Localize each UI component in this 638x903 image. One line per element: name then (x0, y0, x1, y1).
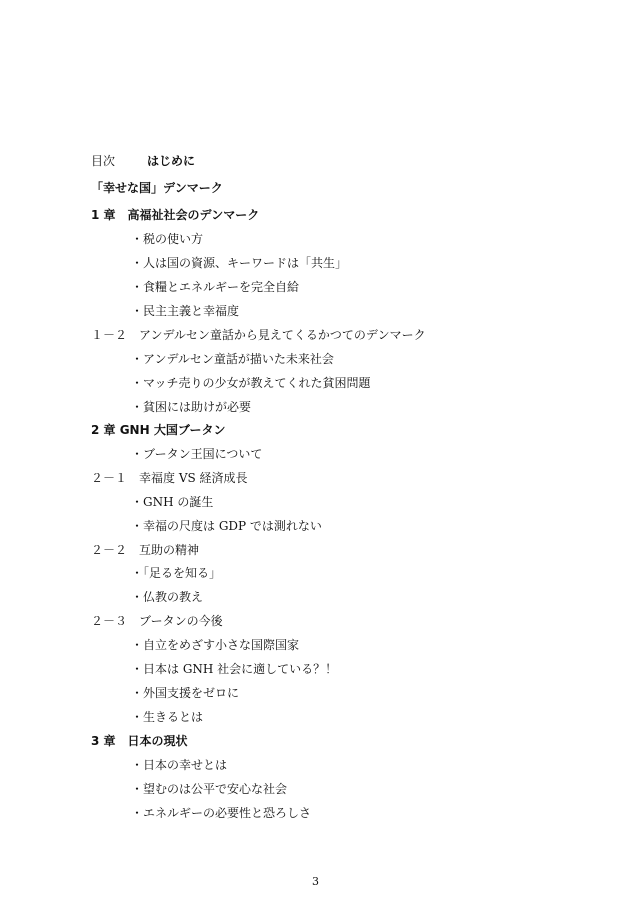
toc-item: ・生きるとは (131, 710, 204, 724)
section-heading: ２－２ 互助の精神 (91, 543, 200, 557)
toc-item: ・「足るを知る」 (131, 566, 222, 580)
toc-item: ・幸福の尺度は GDP では測れない (131, 519, 322, 533)
toc-item: ・エネルギーの必要性と恐ろしさ (131, 806, 312, 820)
toc-item: ・仏教の教え (131, 590, 204, 604)
toc-item: ・貧困には助けが必要 (131, 400, 252, 414)
chapter1-heading: 1 章 高福祉社会のデンマーク (91, 208, 260, 222)
toc-item: ・民主主義と幸福度 (131, 304, 240, 318)
prologue-heading: 「幸せな国」デンマーク (91, 181, 223, 195)
toc-item: ・ブータン王国について (131, 447, 263, 461)
page-number: 3 (312, 875, 319, 888)
toc-item: ・食糧とエネルギーを完全自給 (131, 280, 300, 294)
toc-item: ・GNH の誕生 (131, 495, 214, 509)
intro-heading: はじめに (147, 154, 196, 168)
toc-item: ・アンデルセン童話が描いた未来社会 (131, 352, 334, 366)
toc-item: ・マッチ売りの少女が教えてくれた貧困問題 (131, 376, 371, 390)
toc-label: 目次 (91, 154, 116, 168)
section-heading: ２－３ ブータンの今後 (91, 614, 223, 628)
toc-item: ・税の使い方 (131, 232, 204, 246)
toc-item: ・人は国の資源、キーワードは「共生」 (131, 256, 348, 270)
section-heading: １－２ アンデルセン童話から見えてくるかつてのデンマーク (91, 328, 426, 342)
toc-item: ・外国支援をゼロに (131, 686, 240, 700)
chapter2-heading: 2 章 GNH 大国ブータン (91, 423, 226, 437)
toc-item: ・自立をめざす小さな国際国家 (131, 638, 300, 652)
toc-item: ・望むのは公平で安心な社会 (131, 782, 288, 796)
toc-item: ・日本の幸せとは (131, 758, 228, 772)
chapter3-heading: 3 章 日本の現状 (91, 734, 188, 748)
toc-item: ・日本は GNH 社会に適している？！ (131, 662, 338, 676)
section-heading: ２－１ 幸福度 VS 経済成長 (91, 471, 248, 485)
